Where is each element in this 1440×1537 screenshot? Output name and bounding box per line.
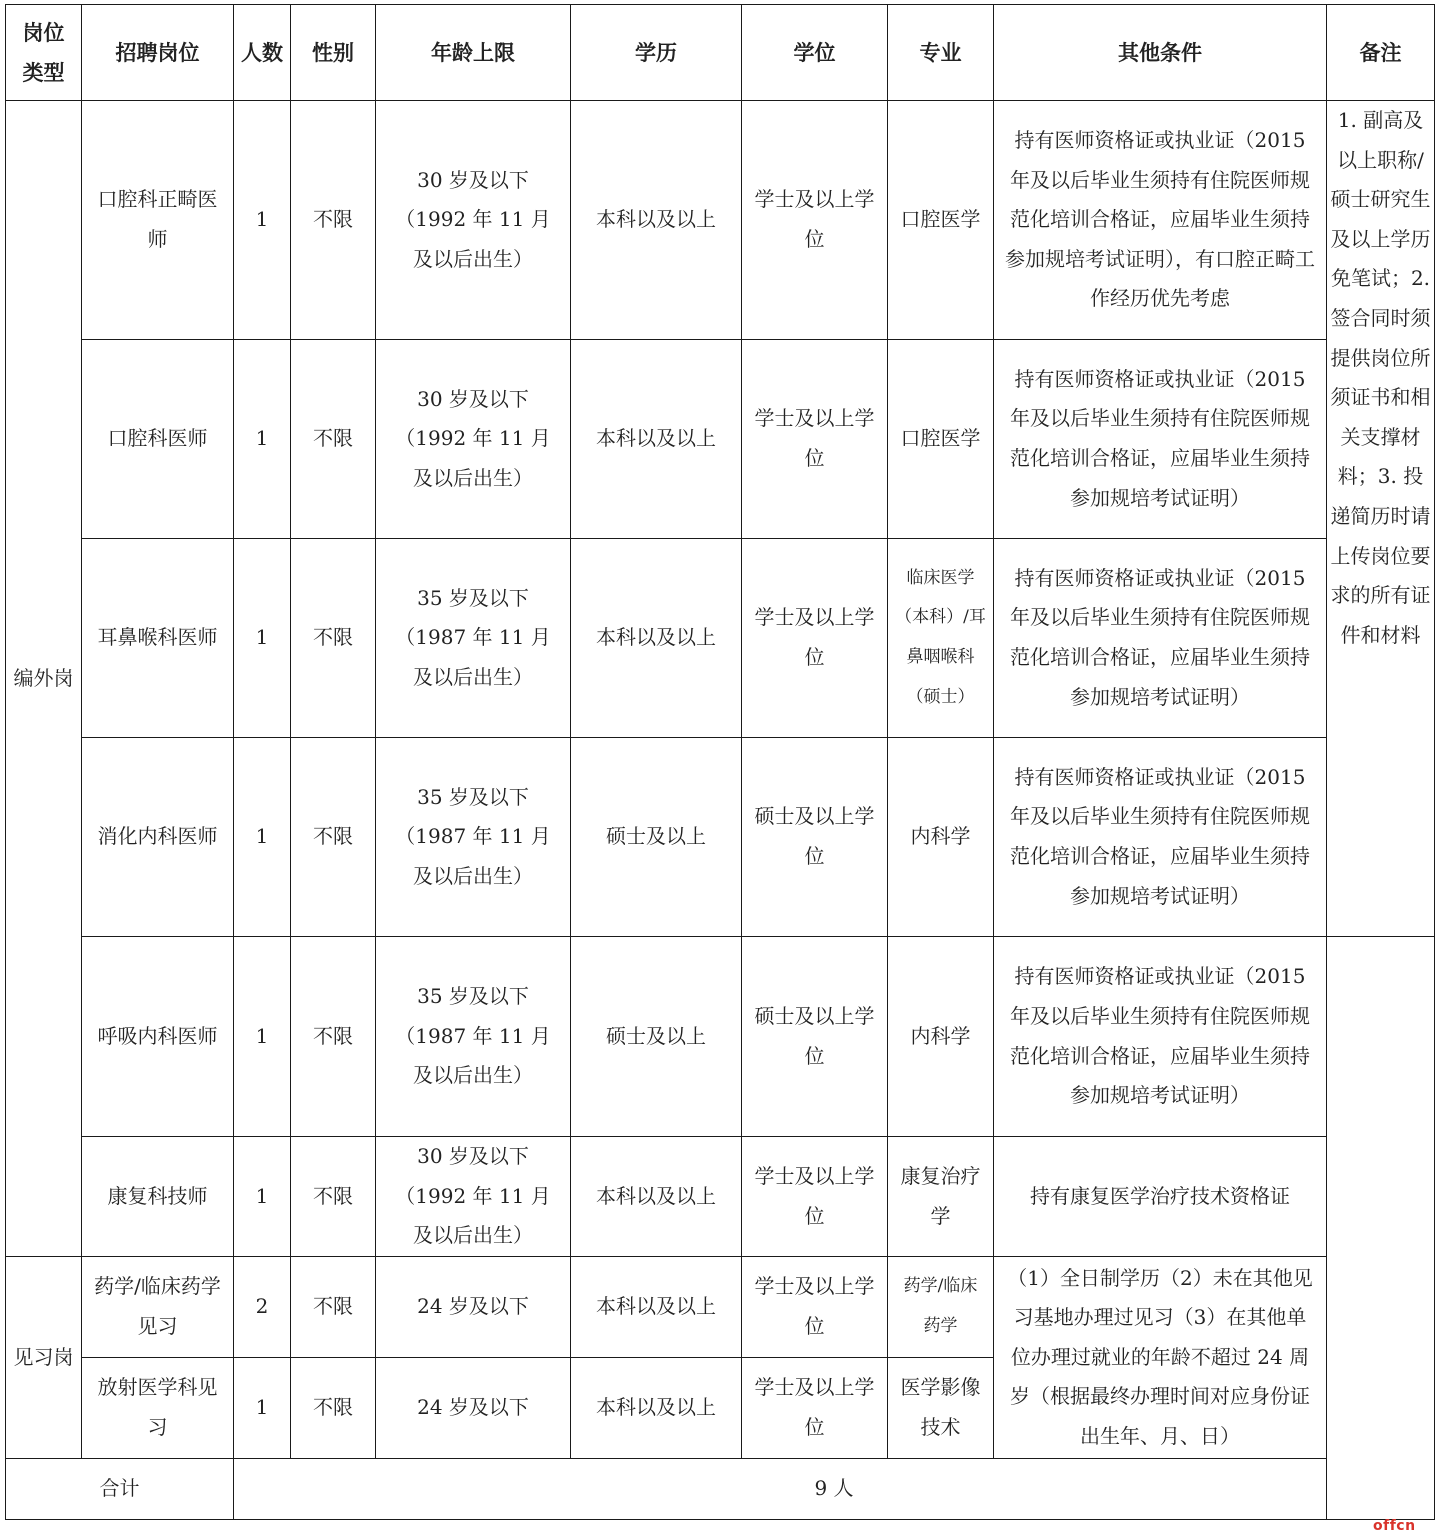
cell-gender: 不限 [291,539,376,738]
cell-degree: 学士及以上学位 [742,340,888,539]
cell-degree: 学士及以上学位 [742,101,888,340]
cell-gender: 不限 [291,1137,376,1257]
cell-education: 本科以及以上 [571,539,742,738]
total-row [6,1459,1435,1520]
cell-major: 内科学 [888,937,994,1137]
cell-other: 持有医师资格证或执业证（2015 年及以后毕业生须持有住院医师规范化培训合格证，应届毕业生须持参加规培考试证明），有口腔正畸工作经历优先考虑 [994,101,1327,340]
cell-education: 硕士及以上 [571,738,742,937]
cell-major: 康复治疗学 [888,1137,994,1257]
cell-post: 药学/临床药学见习 [82,1257,234,1358]
cell-education: 本科以及以上 [571,101,742,340]
notes-cell: 1. 副高及以上职称/硕士研究生及以上学历免笔试；2. 签合同时须提供岗位所须证书和相关支撑材料；3. 投递简历时请上传岗位要求的所有证件和材料 [1327,101,1435,937]
header-gender: 性别 [291,5,376,101]
cell-age: 30 岁及以下（1992 年 11 月及以后出生） [376,340,571,539]
cell-post: 口腔科正畸医师 [82,101,234,340]
header-row [6,5,1435,101]
cell-gender: 不限 [291,1358,376,1459]
group-label-outsourced: 编外岗 [6,101,82,1257]
cell-post: 放射医学科见习 [82,1358,234,1459]
table-row [6,340,1435,539]
cell-count: 1 [234,101,291,340]
cell-count: 1 [234,738,291,937]
header-notes: 备注 [1327,5,1435,101]
cell-education: 硕士及以上 [571,937,742,1137]
cell-degree: 学士及以上学位 [742,1257,888,1358]
header-degree: 学位 [742,5,888,101]
cell-gender: 不限 [291,738,376,937]
cell-education: 本科以及以上 [571,1257,742,1358]
cell-other: 持有医师资格证或执业证（2015 年及以后毕业生须持有住院医师规范化培训合格证，应届毕业生须持参加规培考试证明） [994,539,1327,738]
cell-age: 30 岁及以下（1992 年 11 月及以后出生） [376,101,571,340]
cell-count: 1 [234,340,291,539]
header-count: 人数 [234,5,291,101]
cell-major: 口腔医学 [888,101,994,340]
group-label-trainee: 见习岗 [6,1257,82,1459]
total-value: 9 人 [234,1459,1435,1520]
header-education: 学历 [571,5,742,101]
cell-age: 35 岁及以下（1987 年 11 月及以后出生） [376,937,571,1137]
cell-other: 持有康复医学治疗技术资格证 [994,1137,1327,1257]
notes-empty-cell [1327,937,1435,1520]
cell-age: 35 岁及以下（1987 年 11 月及以后出生） [376,539,571,738]
recruitment-table [5,4,1435,1520]
cell-degree: 学士及以上学位 [742,1358,888,1459]
cell-post: 口腔科医师 [82,340,234,539]
cell-major: 医学影像技术 [888,1358,994,1459]
cell-major: 内科学 [888,738,994,937]
cell-degree: 硕士及以上学位 [742,738,888,937]
cell-other: 持有医师资格证或执业证（2015 年及以后毕业生须持有住院医师规范化培训合格证，应届毕业生须持参加规培考试证明） [994,937,1327,1137]
cell-gender: 不限 [291,937,376,1137]
header-major: 专业 [888,5,994,101]
cell-major: 口腔医学 [888,340,994,539]
table-row [6,1257,1435,1358]
cell-count: 2 [234,1257,291,1358]
cell-degree: 学士及以上学位 [742,1137,888,1257]
cell-count: 1 [234,1358,291,1459]
cell-major: 药学/临床药学 [888,1257,994,1358]
cell-gender: 不限 [291,1257,376,1358]
cell-age: 30 岁及以下（1992 年 11 月及以后出生） [376,1137,571,1257]
header-post: 招聘岗位 [82,5,234,101]
cell-gender: 不限 [291,340,376,539]
cell-education: 本科以及以上 [571,1358,742,1459]
table-row [6,937,1435,1137]
table-row [6,738,1435,937]
table-row [6,101,1435,340]
table-row [6,1137,1435,1257]
cell-degree: 学士及以上学位 [742,539,888,738]
cell-post: 康复科技师 [82,1137,234,1257]
cell-other: 持有医师资格证或执业证（2015 年及以后毕业生须持有住院医师规范化培训合格证，应届毕业生须持参加规培考试证明） [994,738,1327,937]
cell-count: 1 [234,1137,291,1257]
cell-age: 24 岁及以下 [376,1358,571,1459]
cell-education: 本科以及以上 [571,340,742,539]
cell-post: 消化内科医师 [82,738,234,937]
offcn-watermark-logo: offcn [1373,1518,1416,1534]
total-label: 合计 [6,1459,234,1520]
cell-count: 1 [234,937,291,1137]
header-type: 岗位类型 [6,5,82,101]
cell-degree: 硕士及以上学位 [742,937,888,1137]
cell-gender: 不限 [291,101,376,340]
cell-age: 35 岁及以下（1987 年 11 月及以后出生） [376,738,571,937]
table-row [6,539,1435,738]
cell-post: 耳鼻喉科医师 [82,539,234,738]
header-age: 年龄上限 [376,5,571,101]
cell-major: 临床医学（本科）/耳鼻咽喉科（硕士） [888,539,994,738]
cell-other: 持有医师资格证或执业证（2015 年及以后毕业生须持有住院医师规范化培训合格证，应届毕业生须持参加规培考试证明） [994,340,1327,539]
cell-age: 24 岁及以下 [376,1257,571,1358]
cell-education: 本科以及以上 [571,1137,742,1257]
cell-other: （1）全日制学历（2）未在其他见习基地办理过见习（3）在其他单位办理过就业的年龄不超过 24 周岁（根据最终办理时间对应身份证出生年、月、日） [994,1257,1327,1459]
header-other: 其他条件 [994,5,1327,101]
cell-count: 1 [234,539,291,738]
cell-post: 呼吸内科医师 [82,937,234,1137]
